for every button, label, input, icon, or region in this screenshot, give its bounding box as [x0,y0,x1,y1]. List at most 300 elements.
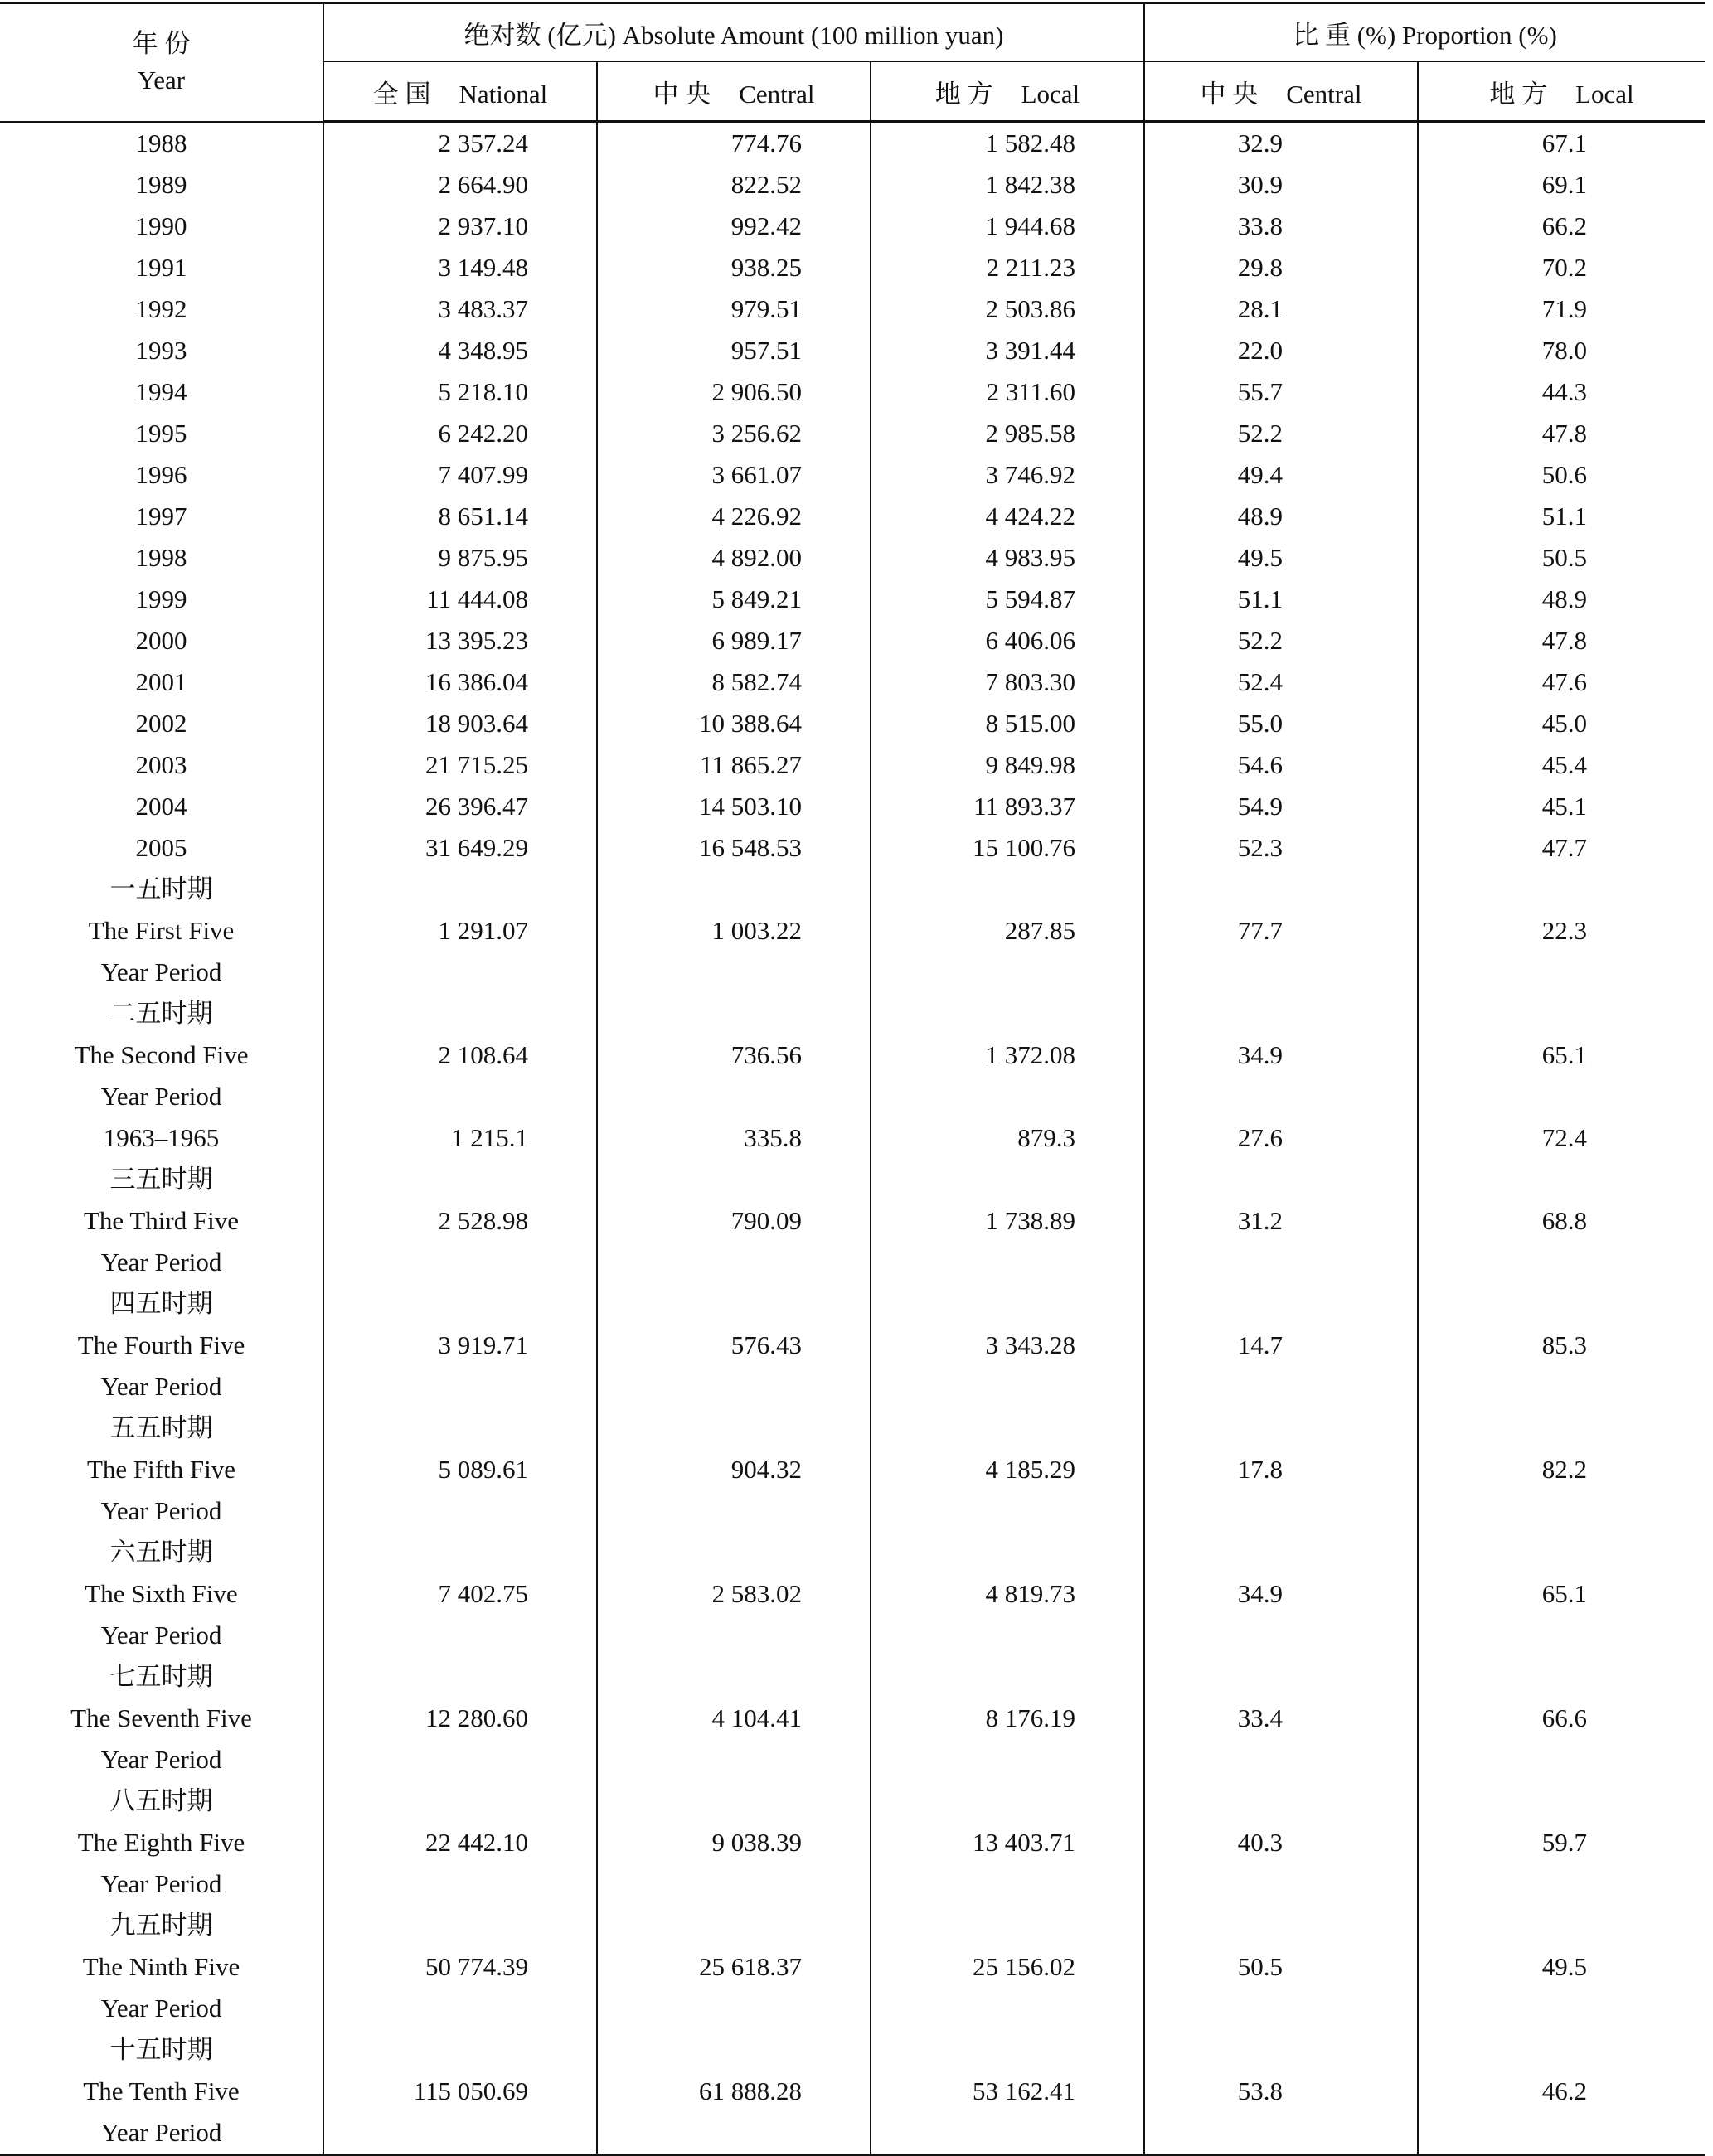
year-cell: Year Period [100,1082,222,1111]
national-amount-cell [323,1407,597,1449]
central-amount-cell [597,1615,871,1656]
central-amount-cell: 8 582.74 [597,661,871,703]
local-proportion-cell: 65.1 [1418,1573,1705,1615]
central-amount-cell: 979.51 [597,288,871,330]
local-proportion-cell: 50.6 [1418,454,1705,496]
central-proportion-cell [1144,1366,1418,1407]
table-row [0,910,1705,952]
local-amount-cell: 15 100.76 [871,827,1144,869]
central-subheader-cn: 中 央 [653,79,711,109]
table-row [0,496,1705,537]
central-proportion-cell [1144,1781,1418,1822]
local-proportion-cell: 47.6 [1418,661,1705,703]
year-cell: 1997 [135,501,187,531]
year-header-en: Year [137,65,186,95]
table-row [0,1532,1705,1573]
table-row [0,1407,1705,1449]
central-proportion-cell [1144,1159,1418,1200]
year-column-header [0,4,323,122]
local-proportion-cell [1418,1490,1705,1532]
central-proportion-cell: 27.6 [1144,1117,1418,1159]
local-proportion-cell: 44.3 [1418,371,1705,413]
table-row [0,1615,1705,1656]
national-amount-cell: 7 402.75 [323,1573,597,1615]
central-proportion-cell [1144,1615,1418,1656]
national-amount-cell: 2 357.24 [323,122,597,165]
year-cell: 二五时期 [109,999,213,1028]
year-cell: The Second Five [74,1040,249,1069]
national-amount-cell [323,869,597,910]
local-proportion-cell: 66.2 [1418,206,1705,247]
table-row [0,1490,1705,1532]
year-cell: The Tenth Five [83,2076,240,2105]
table-row [0,1449,1705,1490]
local-proportion-cell [1418,1615,1705,1656]
central-amount-cell: 4 104.41 [597,1698,871,1739]
local-amount-cell: 1 738.89 [871,1200,1144,1242]
local-amount-cell: 3 391.44 [871,330,1144,371]
local-proportion-cell [1418,1781,1705,1822]
local-proportion-cell: 85.3 [1418,1325,1705,1366]
local-proportion-cell [1418,1532,1705,1573]
central-amount-cell [597,1076,871,1117]
central-proportion-cell: 32.9 [1144,122,1418,165]
year-cell: 1992 [135,294,187,323]
local-amount-cell: 11 893.37 [871,786,1144,827]
national-amount-cell: 3 149.48 [323,247,597,288]
central-amount-cell [597,952,871,993]
local-proportion-cell [1418,869,1705,910]
central-amount-cell [597,2112,871,2155]
year-cell: Year Period [100,1994,222,2023]
year-cell: 1995 [135,419,187,448]
local-proportion-cell: 45.1 [1418,786,1705,827]
year-cell: 2001 [135,667,187,696]
central-subheader [597,61,871,122]
national-amount-cell [323,2112,597,2155]
local-proportion-cell: 51.1 [1418,496,1705,537]
central-amount-cell: 4 892.00 [597,537,871,579]
year-cell: 1991 [135,253,187,282]
national-amount-cell: 8 651.14 [323,496,597,537]
local-proportion-cell: 70.2 [1418,247,1705,288]
central-proportion-cell: 48.9 [1144,496,1418,537]
local-amount-cell: 7 803.30 [871,661,1144,703]
local-proportion-cell: 59.7 [1418,1822,1705,1863]
central-amount-cell [597,1781,871,1822]
table-row [0,247,1705,288]
national-subheader-en: National [459,79,548,109]
national-amount-cell: 5 089.61 [323,1449,597,1490]
local-proportion-cell [1418,993,1705,1034]
central-amount-cell: 10 388.64 [597,703,871,744]
local-amount-cell: 1 582.48 [871,122,1144,165]
local-proportion-cell: 50.5 [1418,537,1705,579]
central-amount-cell: 335.8 [597,1117,871,1159]
central-amount-cell: 16 548.53 [597,827,871,869]
local-amount-cell: 4 424.22 [871,496,1144,537]
central-proportion-cell: 17.8 [1144,1449,1418,1490]
central-amount-cell: 904.32 [597,1449,871,1490]
local-proportion-cell: 47.8 [1418,413,1705,454]
local-amount-cell: 9 849.98 [871,744,1144,786]
year-cell: Year Period [100,1745,222,1774]
national-amount-cell [323,1739,597,1781]
local-amount-cell: 8 176.19 [871,1698,1144,1739]
local-proportion-cell: 22.3 [1418,910,1705,952]
central-amount-cell [597,1739,871,1781]
central-amount-cell: 3 661.07 [597,454,871,496]
table-row [0,1366,1705,1407]
central-amount-cell [597,1988,871,2029]
year-cell: 九五时期 [109,1911,213,1940]
central-amount-cell: 9 038.39 [597,1822,871,1863]
central-proportion-cell: 28.1 [1144,288,1418,330]
local-proportion-cell [1418,1656,1705,1698]
national-amount-cell: 2 108.64 [323,1034,597,1076]
national-subheader-cn: 全 国 [372,79,431,109]
central-proportion-cell [1144,1532,1418,1573]
year-cell: The Ninth Five [82,1952,240,1981]
year-cell: Year Period [100,1372,222,1401]
table-row [0,206,1705,247]
table-row [0,744,1705,786]
central-amount-cell: 2 583.02 [597,1573,871,1615]
local-amount-cell [871,1615,1144,1656]
national-amount-cell: 3 483.37 [323,288,597,330]
central-proportion-cell [1144,2029,1418,2071]
table-row [0,1822,1705,1863]
central-proportion-cell: 33.4 [1144,1698,1418,1739]
local-proportion-cell: 66.6 [1418,1698,1705,1739]
central-proportion-cell: 14.7 [1144,1325,1418,1366]
central-proportion-subheader-en: Central [1286,79,1362,109]
table-row [0,1988,1705,2029]
central-amount-cell: 992.42 [597,206,871,247]
year-cell: 七五时期 [109,1662,213,1691]
central-amount-cell [597,1159,871,1200]
central-proportion-cell [1144,1988,1418,2029]
central-proportion-cell [1144,2112,1418,2155]
table-row [0,1781,1705,1822]
table-row [0,1159,1705,1200]
national-amount-cell [323,1242,597,1283]
local-amount-cell: 2 503.86 [871,288,1144,330]
year-header-cn: 年 份 [132,29,191,59]
central-amount-cell: 6 989.17 [597,620,871,661]
central-proportion-cell: 52.3 [1144,827,1418,869]
local-amount-cell: 5 594.87 [871,579,1144,620]
local-proportion-subheader-en: Local [1575,79,1634,109]
year-cell: Year Period [100,957,222,986]
national-amount-cell [323,2029,597,2071]
central-amount-cell: 938.25 [597,247,871,288]
central-proportion-cell: 54.6 [1144,744,1418,786]
local-subheader [871,61,1144,122]
year-cell: 2000 [135,626,187,655]
local-amount-cell: 53 162.41 [871,2071,1144,2112]
table-row [0,371,1705,413]
central-amount-cell: 1 003.22 [597,910,871,952]
table-row [0,1905,1705,1946]
central-proportion-cell: 51.1 [1144,579,1418,620]
year-cell: The First Five [88,916,235,945]
national-amount-cell [323,1076,597,1117]
local-amount-cell: 6 406.06 [871,620,1144,661]
year-cell: Year Period [0,2112,323,2155]
central-proportion-cell: 22.0 [1144,330,1418,371]
central-amount-cell [597,1407,871,1449]
central-amount-cell: 3 256.62 [597,413,871,454]
local-amount-cell [871,1532,1144,1573]
year-cell: 一五时期 [109,875,213,904]
national-amount-cell: 2 937.10 [323,206,597,247]
local-proportion-cell [1418,1988,1705,2029]
local-amount-cell: 13 403.71 [871,1822,1144,1863]
table-row [0,413,1705,454]
local-proportion-cell [1418,1366,1705,1407]
local-amount-cell: 1 842.38 [871,164,1144,206]
central-proportion-cell: 49.5 [1144,537,1418,579]
central-proportion-cell: 52.4 [1144,661,1418,703]
central-proportion-cell [1144,1283,1418,1325]
year-cell: The Eighth Five [77,1828,245,1857]
local-proportion-cell: 45.4 [1418,744,1705,786]
national-subheader [323,61,597,122]
central-proportion-cell: 34.9 [1144,1573,1418,1615]
year-cell: Year Period [100,1869,222,1898]
local-amount-cell: 879.3 [871,1117,1144,1159]
central-amount-cell: 4 226.92 [597,496,871,537]
local-proportion-cell [1418,1863,1705,1905]
table-row [0,122,1705,165]
national-amount-cell: 5 218.10 [323,371,597,413]
table-row [0,579,1705,620]
year-cell: 1996 [135,460,187,489]
local-proportion-cell: 48.9 [1418,579,1705,620]
local-proportion-cell: 47.8 [1418,620,1705,661]
local-proportion-cell: 45.0 [1418,703,1705,744]
national-amount-cell [323,1781,597,1822]
local-amount-cell: 1 372.08 [871,1034,1144,1076]
central-proportion-cell [1144,1739,1418,1781]
central-amount-cell [597,1905,871,1946]
national-amount-cell [323,1905,597,1946]
national-amount-cell: 18 903.64 [323,703,597,744]
year-cell: Year Period [100,1621,222,1650]
central-amount-cell [597,1366,871,1407]
local-subheader-cn: 地 方 [934,79,993,109]
local-amount-cell [871,1076,1144,1117]
central-proportion-cell: 53.8 [1144,2071,1418,2112]
central-amount-cell: 11 865.27 [597,744,871,786]
year-cell: The Fifth Five [86,1455,236,1484]
table-row [0,661,1705,703]
table-body [0,122,1705,2155]
central-proportion-subheader-cn: 中 央 [1200,79,1259,109]
table-row [0,537,1705,579]
local-amount-cell [871,952,1144,993]
table-row [0,330,1705,371]
central-amount-cell [597,1283,871,1325]
table-row [0,288,1705,330]
national-amount-cell: 21 715.25 [323,744,597,786]
local-proportion-cell: 71.9 [1418,288,1705,330]
central-proportion-cell [1144,1076,1418,1117]
central-amount-cell: 2 906.50 [597,371,871,413]
central-proportion-cell [1144,993,1418,1034]
year-cell: 五五时期 [109,1413,213,1442]
central-proportion-cell [1144,1242,1418,1283]
central-amount-cell [597,1863,871,1905]
national-amount-cell [323,1366,597,1407]
national-amount-cell [323,1490,597,1532]
local-amount-cell: 25 156.02 [871,1946,1144,1988]
table-row [0,1863,1705,1905]
table-header [0,4,1705,122]
year-cell: The Fourth Five [77,1330,245,1359]
year-cell: 1993 [135,336,187,365]
local-proportion-cell [1418,1739,1705,1781]
national-amount-cell: 11 444.08 [323,579,597,620]
year-cell: 1998 [135,543,187,572]
local-proportion-cell [1418,1076,1705,1117]
year-cell: 2004 [135,792,187,821]
local-amount-cell [871,1242,1144,1283]
table-row [0,2029,1705,2071]
central-amount-cell: 774.76 [597,122,871,165]
central-amount-cell: 61 888.28 [597,2071,871,2112]
national-amount-cell [323,1656,597,1698]
central-amount-cell [597,1656,871,1698]
local-proportion-cell [1418,1407,1705,1449]
table-row [0,1656,1705,1698]
year-cell: 十五时期 [109,2035,213,2064]
table-row [0,2071,1705,2112]
local-proportion-cell: 65.1 [1418,1034,1705,1076]
central-proportion-cell: 54.9 [1144,786,1418,827]
local-amount-cell [871,1863,1144,1905]
central-proportion-cell: 33.8 [1144,206,1418,247]
year-cell: 1989 [135,170,187,199]
national-amount-cell: 115 050.69 [323,2071,597,2112]
local-amount-cell [871,1905,1144,1946]
table-row [0,1283,1705,1325]
central-amount-cell: 14 503.10 [597,786,871,827]
year-cell: 三五时期 [109,1165,213,1194]
central-proportion-cell: 52.2 [1144,620,1418,661]
local-amount-cell [871,1490,1144,1532]
year-cell: The Seventh Five [70,1703,252,1732]
national-amount-cell: 2 528.98 [323,1200,597,1242]
year-cell: 1994 [135,377,187,406]
year-cell: 八五时期 [109,1786,213,1815]
central-proportion-cell [1144,1656,1418,1698]
central-proportion-cell: 52.2 [1144,413,1418,454]
national-amount-cell [323,1159,597,1200]
central-amount-cell [597,2029,871,2071]
local-amount-cell: 287.85 [871,910,1144,952]
year-cell: The Third Five [83,1206,240,1235]
central-amount-cell: 25 618.37 [597,1946,871,1988]
local-proportion-cell: 78.0 [1418,330,1705,371]
central-proportion-cell: 34.9 [1144,1034,1418,1076]
table-row [0,952,1705,993]
table-row [0,620,1705,661]
national-amount-cell: 31 649.29 [323,827,597,869]
central-proportion-cell: 55.0 [1144,703,1418,744]
central-amount-cell [597,993,871,1034]
local-amount-cell: 4 819.73 [871,1573,1144,1615]
table-row [0,454,1705,496]
table-row [0,1034,1705,1076]
local-proportion-cell [1418,952,1705,993]
national-amount-cell: 22 442.10 [323,1822,597,1863]
year-cell: 2003 [135,750,187,779]
national-amount-cell: 13 395.23 [323,620,597,661]
local-proportion-cell: 82.2 [1418,1449,1705,1490]
central-amount-cell [597,1532,871,1573]
national-amount-cell: 9 875.95 [323,537,597,579]
local-amount-cell: 3 746.92 [871,454,1144,496]
local-proportion-cell: 47.7 [1418,827,1705,869]
national-amount-cell [323,1988,597,2029]
local-amount-cell: 3 343.28 [871,1325,1144,1366]
proportion-header: 比 重 (%) Proportion (%) [1144,4,1705,61]
central-proportion-cell: 77.7 [1144,910,1418,952]
local-amount-cell: 2 211.23 [871,247,1144,288]
central-proportion-cell [1144,869,1418,910]
central-proportion-cell: 30.9 [1144,164,1418,206]
local-amount-cell: 2 311.60 [871,371,1144,413]
local-amount-cell: 8 515.00 [871,703,1144,744]
year-cell: Year Period [100,1248,222,1277]
year-cell: 1999 [135,584,187,613]
local-proportion-cell [1418,1905,1705,1946]
table-row [0,1076,1705,1117]
year-cell: 2005 [135,833,187,862]
local-amount-cell [871,2029,1144,2071]
year-cell: 1990 [135,211,187,240]
year-cell: 六五时期 [109,1538,213,1567]
local-proportion-cell [1418,2112,1705,2155]
national-amount-cell [323,993,597,1034]
table-row [0,1117,1705,1159]
table-row [0,703,1705,744]
table-row [0,869,1705,910]
local-proportion-cell: 49.5 [1418,1946,1705,1988]
local-proportion-cell [1418,1159,1705,1200]
local-amount-cell [871,1739,1144,1781]
table-row [0,1739,1705,1781]
table-row [0,1698,1705,1739]
local-proportion-cell [1418,1283,1705,1325]
revenue-table [0,4,1705,2156]
national-amount-cell [323,1283,597,1325]
local-proportion-subheader-cn: 地 方 [1489,79,1548,109]
local-amount-cell [871,1781,1144,1822]
local-amount-cell: 4 185.29 [871,1449,1144,1490]
year-cell: 2002 [135,709,187,738]
central-proportion-cell: 29.8 [1144,247,1418,288]
central-proportion-cell [1144,1407,1418,1449]
central-proportion-cell [1144,1863,1418,1905]
local-amount-cell [871,2112,1144,2155]
national-amount-cell [323,1863,597,1905]
table-row [0,827,1705,869]
central-amount-cell: 576.43 [597,1325,871,1366]
local-proportion-subheader [1418,61,1705,122]
